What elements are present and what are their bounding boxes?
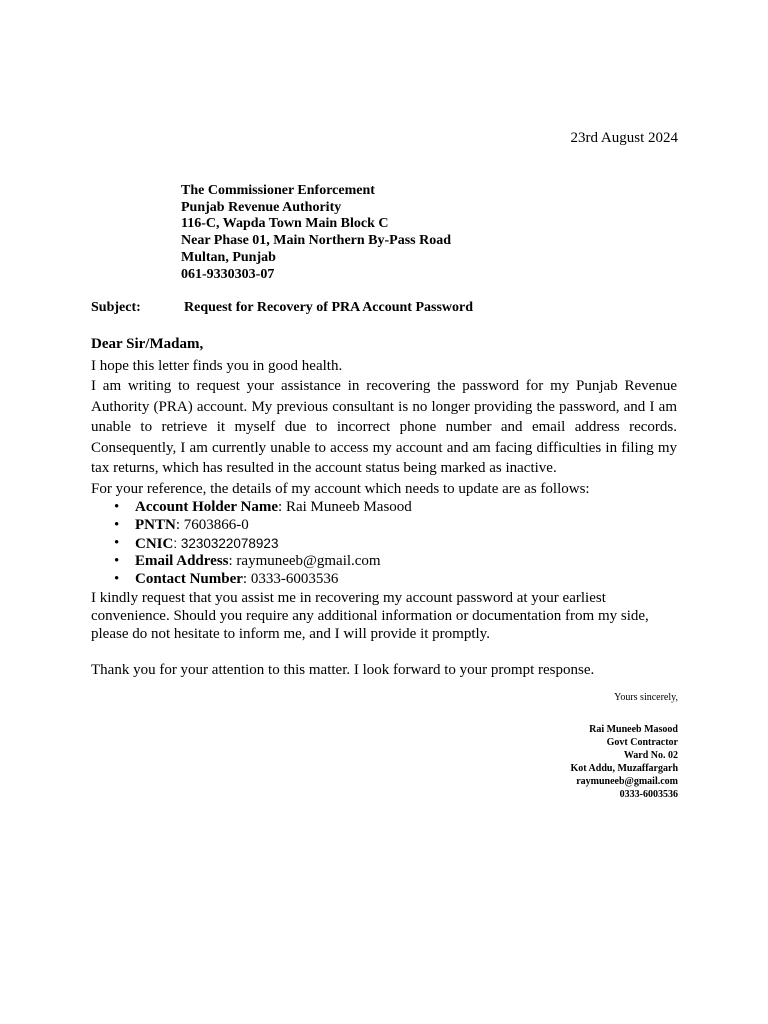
detail-label: Account Holder Name — [135, 499, 279, 515]
detail-item — [135, 517, 677, 535]
detail-value: : raymuneeb@gmail.com — [228, 553, 381, 570]
sender-line: Kot Addu, Muzaffargarh — [570, 763, 678, 774]
sender-line: raymuneeb@gmail.com — [576, 776, 678, 787]
recipient-line: Multan, Punjab — [181, 249, 276, 265]
main-paragraph: I am writing to request your assistance in recovering the password for my Punjab Revenue Authority (PRA) account. My previous consultant is no longer providing the password, and I am unable to retrieve it myself due to incorrect phone number and email address records. Consequently, I am currently unable to access my account and am facing difficulties in filing my tax returns, which has resulted in the account status being marked as inactive. — [91, 378, 677, 476]
detail-value: : Rai Muneeb Masood — [278, 499, 412, 515]
opening-line: I hope this letter finds you in good health. — [91, 357, 343, 374]
recipient-address — [181, 183, 451, 283]
sender-line: 0333-6003536 — [619, 789, 678, 800]
request-paragraph: I kindly request that you assist me in recovering my account password at your earliest convenience. Should you require any additional information or documentation from my side, please do not hesitate to inform me, and I will provide it promptly. — [91, 589, 649, 642]
detail-value: : 3230322078923 — [173, 535, 279, 551]
subject-line — [91, 300, 474, 316]
sender-line: Rai Muneeb Masood — [589, 724, 678, 735]
letter-body — [91, 334, 677, 679]
letter-date: 23rd August 2024 — [570, 130, 678, 146]
recipient-line: Near Phase 01, Main Northern By-Pass Road — [181, 233, 452, 249]
details-intro: For your reference, the details of my account which needs to update are as follows: — [91, 480, 590, 497]
detail-item — [135, 553, 677, 571]
detail-item — [135, 571, 677, 589]
recipient-line: 061-9330303-07 — [181, 266, 275, 282]
recipient-line: Punjab Revenue Authority — [181, 199, 342, 215]
detail-item — [135, 535, 677, 554]
subject-label: Subject: — [91, 300, 141, 315]
detail-item — [135, 499, 677, 517]
sender-line: Ward No. 02 — [623, 750, 678, 761]
detail-value: : 7603866-0 — [175, 516, 249, 533]
account-details-list — [91, 499, 677, 589]
sign-off: Yours sincerely, — [614, 692, 678, 703]
sender-signature-block — [571, 723, 679, 801]
detail-label: PNTN — [135, 516, 176, 533]
recipient-line: The Commissioner Enforcement — [181, 183, 375, 198]
sender-line: Govt Contractor — [606, 737, 678, 748]
thanks-line: Thank you for your attention to this matter. I look forward to your prompt response. — [91, 661, 595, 678]
detail-label: CNIC — [135, 535, 174, 552]
detail-label: Contact Number — [135, 571, 243, 588]
detail-label: Email Address — [135, 553, 229, 570]
salutation: Dear Sir/Madam, — [91, 336, 204, 352]
subject-text: Request for Recovery of PRA Account Password — [184, 300, 474, 315]
recipient-line: 116-C, Wapda Town Main Block C — [181, 216, 389, 232]
detail-value: : 0333-6003536 — [242, 571, 339, 588]
